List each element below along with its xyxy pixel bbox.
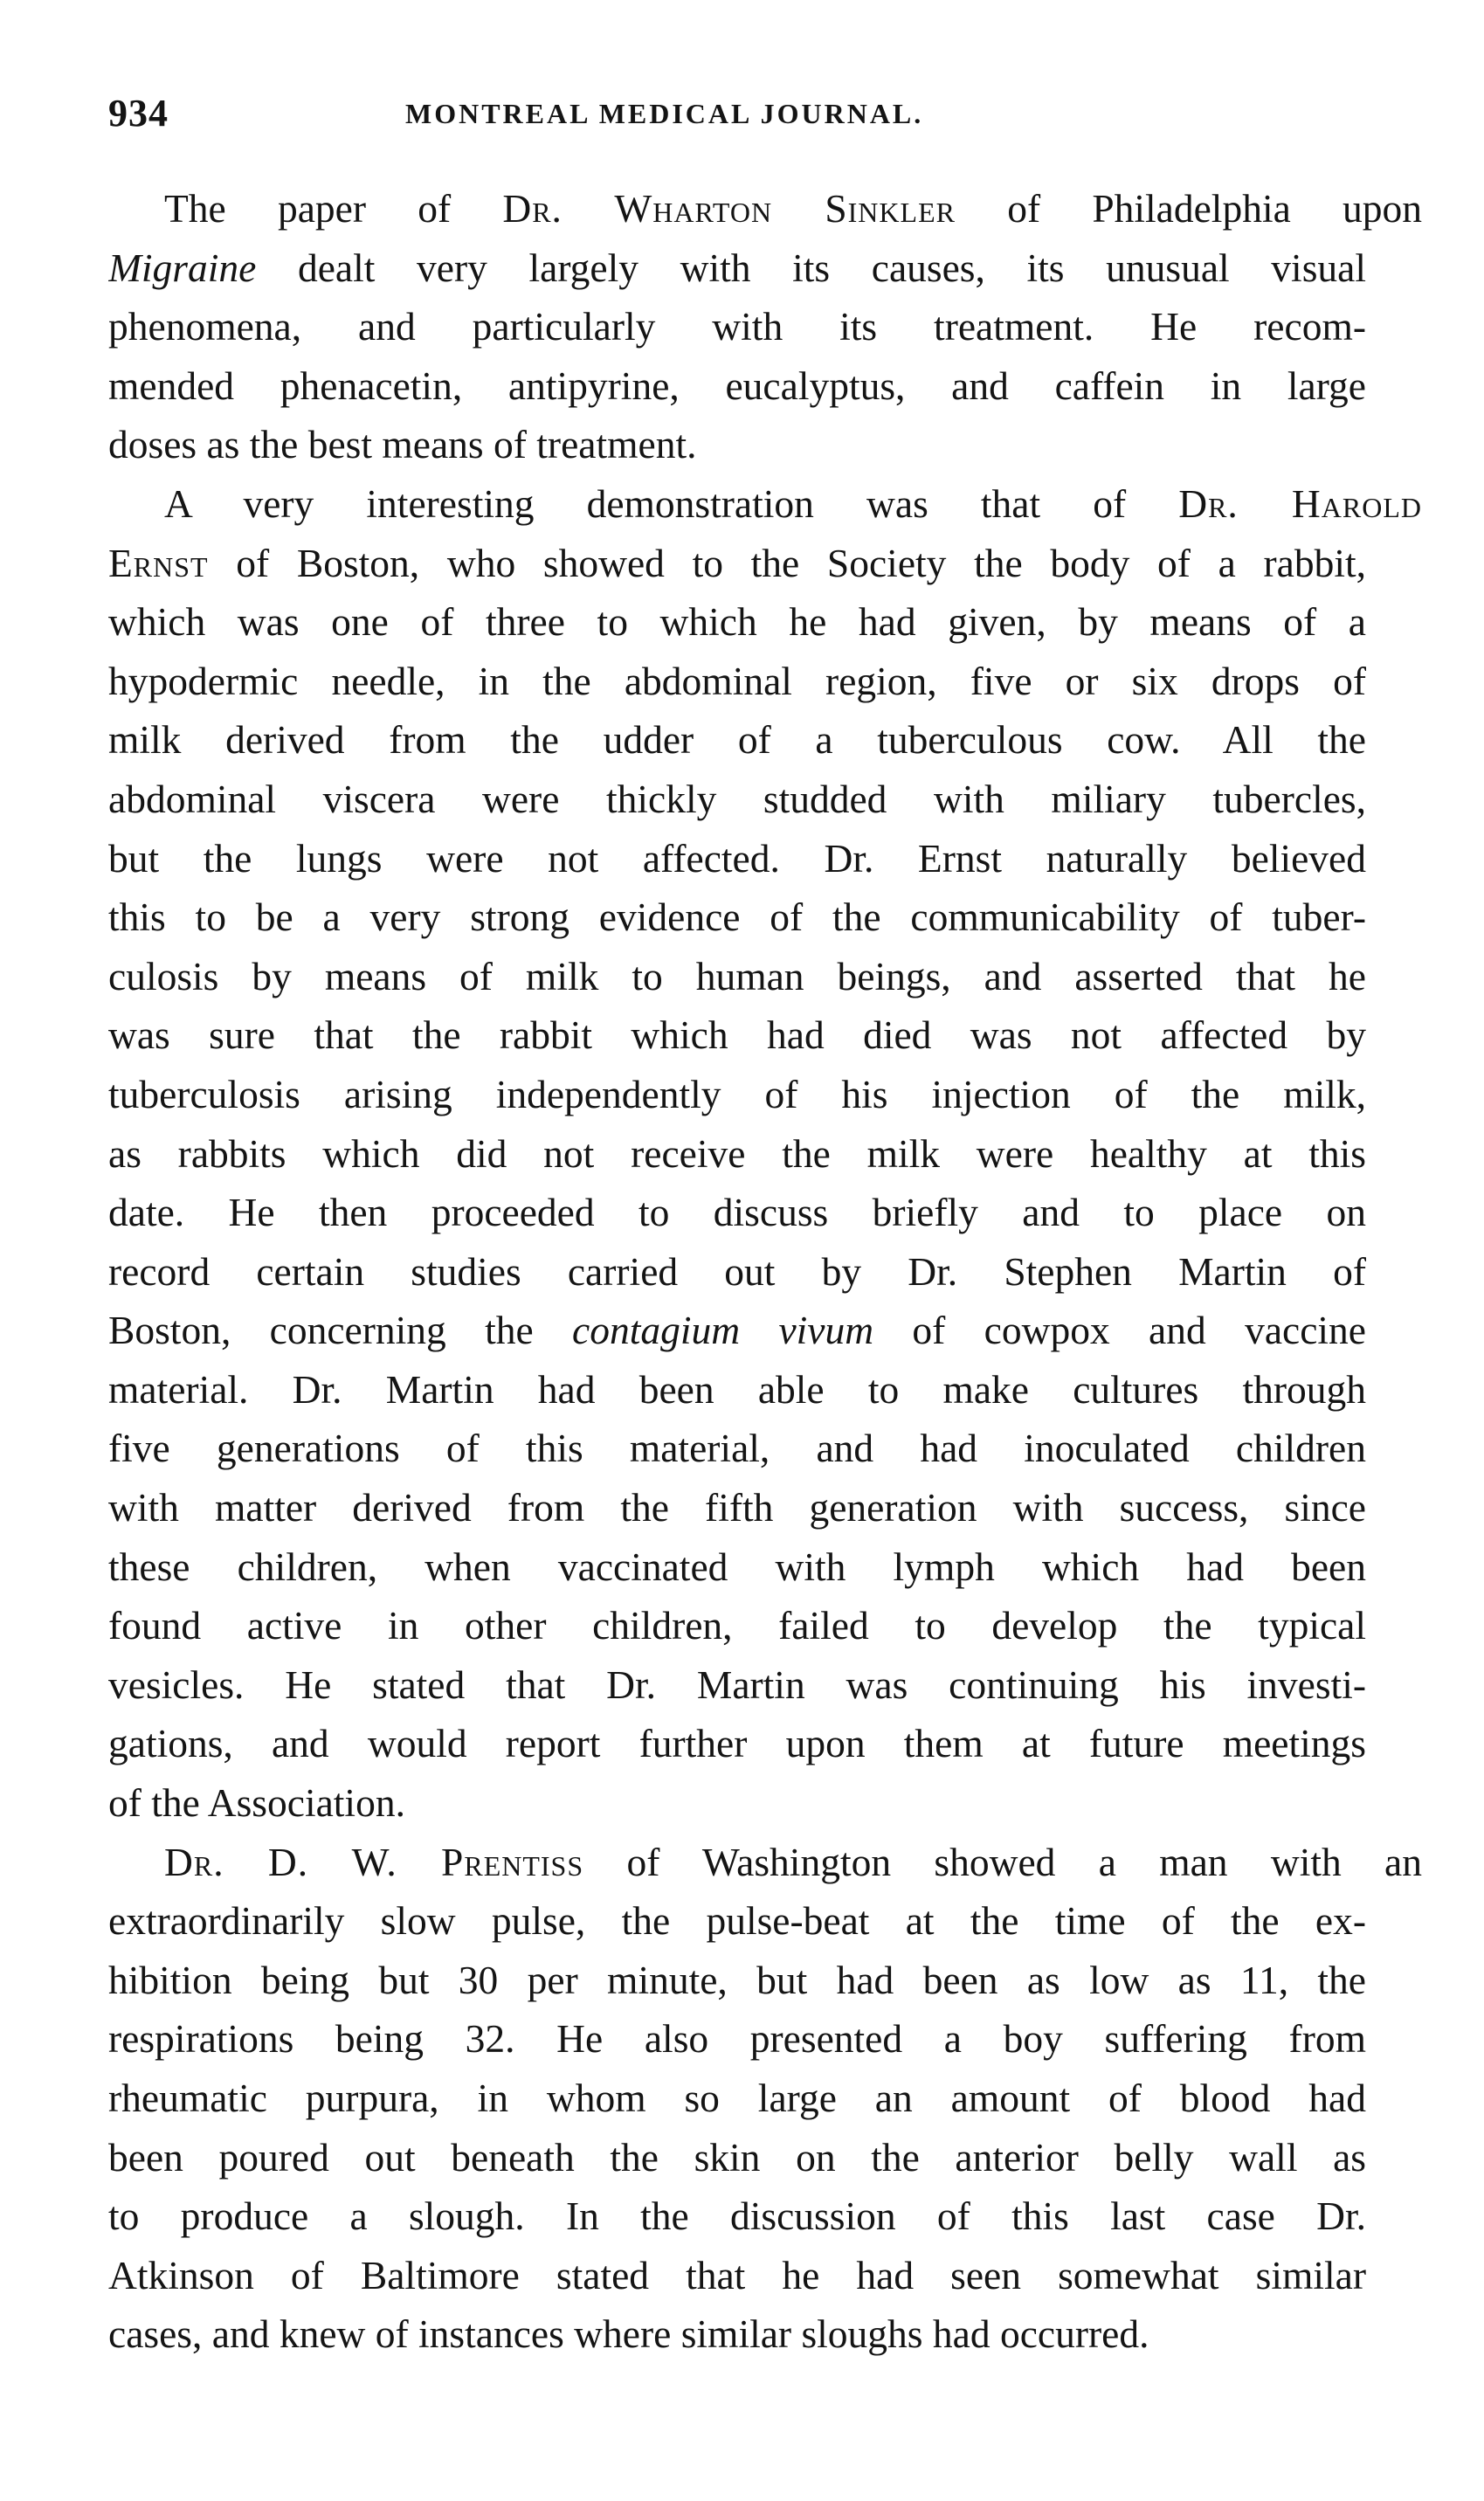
text-run: cases, and knew of instances where similar sloughs had occurred. — [108, 2311, 1149, 2357]
text-run: A very interesting demonstration was that of — [164, 480, 1179, 526]
article-body — [108, 179, 1422, 2364]
text-line — [108, 238, 1366, 298]
text-run: of Philadelphia upon — [955, 186, 1422, 231]
text-line — [108, 1005, 1366, 1065]
text-run: culosis by means of milk to human beings, and asserted that he — [108, 953, 1366, 998]
text-line — [108, 1360, 1366, 1420]
text-run: been poured out beneath the skin on the anterior belly wall as — [108, 2134, 1366, 2180]
text-line — [108, 947, 1366, 1006]
text-run: with matter derived from the fifth generation with success, since — [108, 1485, 1366, 1530]
text-run: five generations of this material, and had inoculated children — [108, 1426, 1366, 1471]
page-number: 934 — [108, 92, 169, 135]
text-run: abdominal viscera were thickly studded with miliary tubercles, — [108, 776, 1366, 821]
text-run: extraordinarily slow pulse, the pulse-beat at the time of the ex- — [108, 1898, 1366, 1944]
text-run: was sure that the rabbit which had died was not affected by — [108, 1012, 1366, 1058]
text-line — [108, 2128, 1366, 2187]
text-run: which was one of three to which he had given, by means of a — [108, 599, 1366, 645]
text-line — [108, 2187, 1366, 2246]
text-line — [108, 1951, 1366, 2010]
text-run: Boston, concerning the — [108, 1308, 573, 1353]
text-run: vesicles. He stated that Dr. Martin was continuing his investi- — [108, 1662, 1366, 1707]
author-name: Ernst — [108, 540, 209, 585]
text-run: to produce a slough. In the discussion of this last case Dr. — [108, 2194, 1366, 2239]
text-run: rheumatic purpura, in whom so large an amount of blood had — [108, 2076, 1366, 2120]
text-line — [108, 592, 1366, 652]
text-line — [108, 1065, 1366, 1124]
text-line — [108, 1891, 1366, 1951]
text-line — [108, 1773, 1366, 1833]
author-name: Dr. Wharton Sinkler — [502, 186, 956, 231]
text-line — [108, 2069, 1366, 2128]
text-line — [108, 1124, 1366, 1184]
text-line — [108, 415, 1366, 474]
text-line — [108, 2246, 1366, 2305]
text-run: this to be a very strong evidence of the communicability of tuber- — [108, 895, 1366, 940]
journal-title: MONTREAL MEDICAL JOURNAL. — [405, 98, 924, 129]
text-run: as rabbits which did not receive the milk were healthy at this — [108, 1130, 1366, 1176]
text-line — [108, 356, 1366, 416]
text-line — [108, 1419, 1366, 1478]
text-line — [108, 1833, 1422, 1892]
text-run: of cowpox and vaccine — [873, 1308, 1366, 1353]
text-run: milk derived from the udder of a tuberculous cow. All the — [108, 717, 1366, 763]
text-run: record certain studies carried out by Dr. Stephen Martin of — [108, 1248, 1366, 1294]
text-line — [108, 474, 1422, 534]
text-run: of the Association. — [108, 1780, 405, 1826]
text-run: of Boston, who showed to the Society the body of a rabbit, — [208, 540, 1366, 585]
text-run: Atkinson of Baltimore stated that he had seen somewhat similar — [108, 2252, 1366, 2297]
text-line — [108, 652, 1366, 711]
text-line — [108, 710, 1366, 770]
text-line — [108, 1478, 1366, 1537]
text-run: found active in other children, failed to develop the typical — [108, 1603, 1366, 1648]
text-line — [108, 770, 1366, 829]
text-line — [108, 888, 1366, 947]
text-line — [108, 297, 1366, 356]
text-run: The paper of — [164, 186, 503, 231]
text-run: gations, and would report further upon them at future meetings — [108, 1721, 1366, 1766]
text-line — [108, 2009, 1366, 2069]
text-run: these children, when vaccinated with lymph which had been — [108, 1544, 1366, 1589]
text-line — [108, 829, 1366, 888]
author-name: Dr. Harold — [1178, 480, 1422, 526]
text-run: respirations being 32. He also presented a boy suffering from — [108, 2016, 1366, 2062]
text-line — [108, 1714, 1366, 1773]
text-line — [108, 534, 1366, 593]
text-run: hypodermic needle, in the abdominal region, five or six drops of — [108, 658, 1366, 703]
running-head — [108, 87, 1366, 140]
text-run: tuberculosis arising independently of his injection of the milk, — [108, 1071, 1366, 1116]
text-run: date. He then proceeded to discuss briefly and to place on — [108, 1190, 1366, 1235]
text-run: doses as the best means of treatment. — [108, 422, 697, 467]
text-run: phenomena, and particularly with its treatment. He recom- — [108, 304, 1366, 349]
text-run: mended phenacetin, antipyrine, eucalyptus, and caffein in large — [108, 363, 1366, 408]
text-run: but the lungs were not affected. Dr. Ernst naturally believed — [108, 835, 1366, 881]
text-run: material. Dr. Martin had been able to make cultures through — [108, 1366, 1366, 1412]
italic-term: contagium vivum — [572, 1308, 874, 1353]
text-line — [108, 179, 1422, 238]
text-run: dealt very largely with its causes, its unusual visual — [256, 245, 1366, 290]
text-line — [108, 1242, 1366, 1302]
author-name: Dr. D. W. Prentiss — [164, 1839, 584, 1884]
text-line — [108, 2304, 1366, 2364]
text-run: hibition being but 30 per minute, but had been as low as 11, the — [108, 1957, 1366, 2002]
text-line — [108, 1596, 1366, 1655]
text-line — [108, 1537, 1366, 1597]
text-line — [108, 1183, 1366, 1242]
italic-term: Migraine — [108, 245, 257, 290]
text-line — [108, 1301, 1366, 1360]
text-run: of Washington showed a man with an — [583, 1839, 1422, 1884]
text-line — [108, 1655, 1366, 1715]
